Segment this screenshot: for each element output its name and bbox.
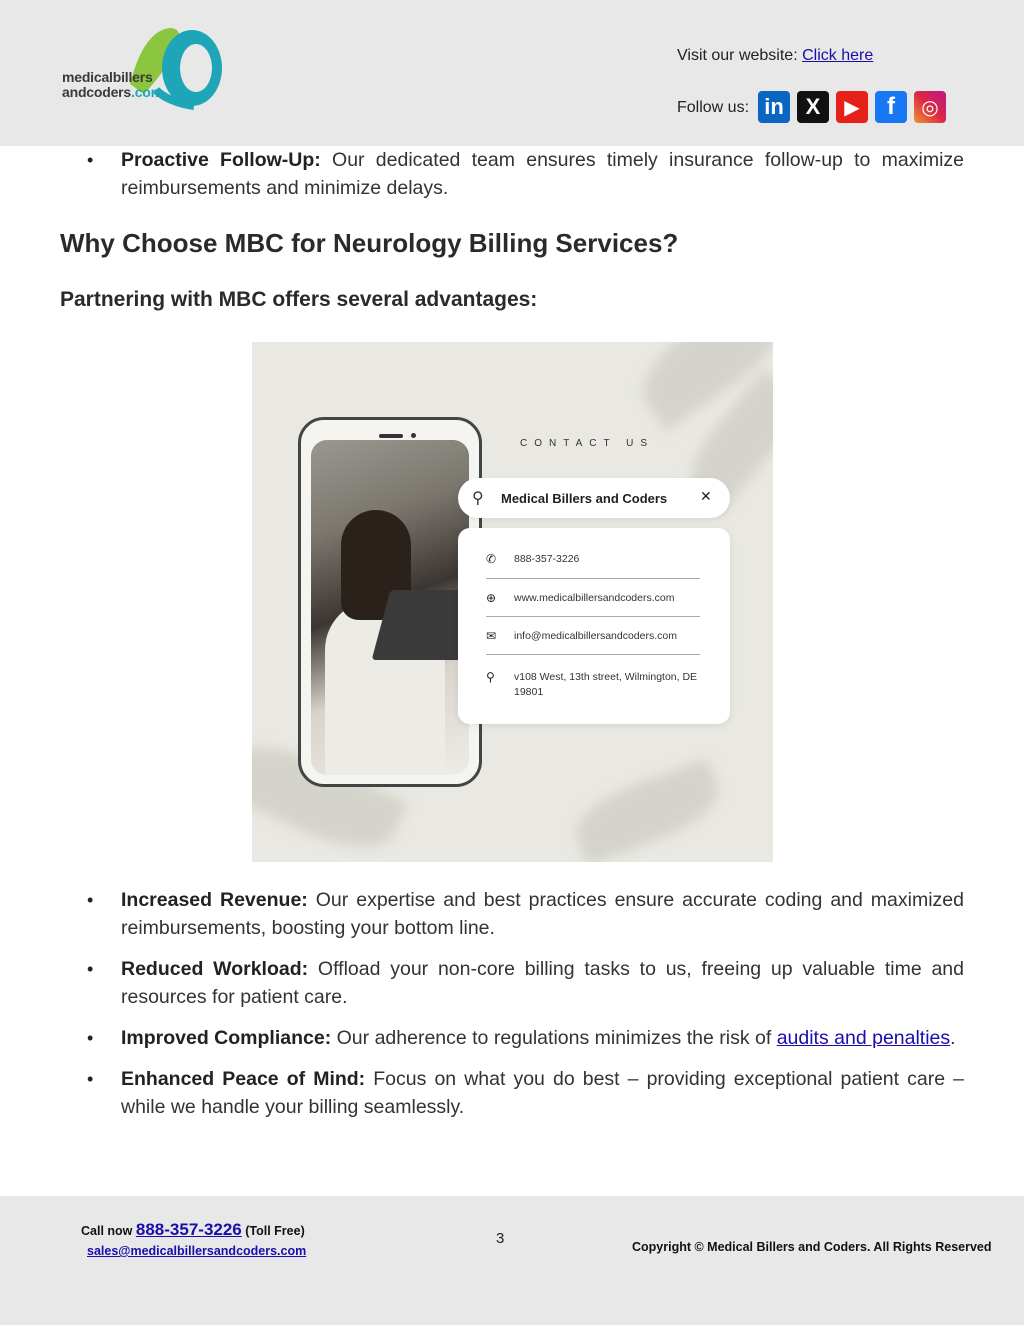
contact-us-title: CONTACT US: [520, 438, 655, 449]
search-bar: [458, 478, 730, 518]
footer-email-link[interactable]: sales@medicalbillersandcoders.com: [87, 1244, 307, 1258]
page-number: 3: [496, 1230, 505, 1247]
location-pin-icon: ⚲: [486, 670, 495, 684]
visit-website: [677, 47, 873, 65]
x-icon[interactable]: X: [797, 91, 829, 123]
bullet-term: Enhanced Peace of Mind:: [121, 1068, 366, 1090]
close-icon: ✕: [700, 488, 712, 504]
list-item: [60, 886, 964, 942]
contact-address: v108 West, 13th street, Wilmington, DE 19801: [514, 671, 698, 698]
logo-line-1: medicalbillers: [62, 69, 153, 85]
page-footer: [0, 1196, 1024, 1325]
call-label: Call now: [81, 1224, 133, 1238]
list-item: [60, 146, 964, 202]
company-logo[interactable]: [60, 24, 240, 114]
instagram-icon[interactable]: ◎: [914, 91, 946, 123]
footer-phone-link[interactable]: 888-357-3226: [135, 1220, 242, 1239]
bullet-term: Improved Compliance:: [121, 1027, 332, 1049]
logo-suffix: .com: [131, 84, 163, 100]
bullet-term: Reduced Workload:: [121, 958, 309, 980]
follow-label: Follow us:: [677, 99, 750, 116]
bullet-text: Our expertise and best practices ensure accurate coding and maximized reimbursements, boosting your bottom line.: [121, 889, 964, 939]
linkedin-icon[interactable]: in: [758, 91, 790, 123]
bullet-term: Increased Revenue:: [121, 889, 308, 911]
woman-laptop-photo: [311, 440, 469, 775]
toll-free-label: (Toll Free): [245, 1224, 305, 1238]
bullet-text: Our adherence to regulations minimizes the risk of: [336, 1027, 772, 1049]
audits-penalties-link[interactable]: audits and penalties: [776, 1027, 951, 1049]
contact-website: www.medicalbillersandcoders.com: [514, 592, 675, 604]
logo-line-2: andcoders: [62, 84, 131, 100]
top-bullet-section: [60, 146, 964, 202]
contact-us-image: [252, 342, 773, 862]
page-header: [0, 0, 1024, 146]
website-link[interactable]: Click here: [802, 47, 874, 64]
contact-card: [458, 528, 730, 724]
section-heading: Why Choose MBC for Neurology Billing Services?: [60, 228, 679, 258]
envelope-icon: ✉: [486, 629, 497, 643]
bullet-text: Our dedicated team ensures timely insurance follow-up to maximize reimbursements and minimize delays.: [121, 149, 965, 199]
list-item: [60, 1065, 964, 1121]
copyright-notice: Copyright © Medical Billers and Coders. All Rights Reserved: [632, 1240, 992, 1254]
list-item: [60, 955, 964, 1011]
logo-wordmark: [62, 70, 163, 100]
visit-label: Visit our website:: [677, 47, 798, 64]
search-icon: ⚲: [472, 490, 484, 507]
social-links: [758, 91, 946, 123]
list-item: [60, 1024, 964, 1052]
bullet-term: Proactive Follow-Up:: [121, 149, 321, 171]
contact-phone: 888-357-3226: [514, 553, 580, 565]
call-now: [81, 1220, 305, 1240]
advantages-section: [60, 886, 964, 1134]
phone-illustration: [298, 417, 482, 787]
bullet-punctuation: .: [950, 1027, 956, 1049]
youtube-icon[interactable]: ▶: [836, 91, 868, 123]
section-subheading: Partnering with MBC offers several advantages:: [60, 288, 538, 311]
contact-email: info@medicalbillersandcoders.com: [514, 630, 677, 642]
bullet-text: Offload your non-core billing tasks to us, freeing up valuable time and resources for patient care.: [121, 958, 964, 1008]
bullet-text: Focus on what you do best – providing exceptional patient care – while we handle your billing seamlessly.: [121, 1068, 964, 1118]
search-query: Medical Billers and Coders: [501, 491, 668, 506]
facebook-icon[interactable]: f: [875, 91, 907, 123]
phone-icon: ✆: [486, 552, 497, 566]
globe-icon: ⊕: [486, 591, 497, 605]
